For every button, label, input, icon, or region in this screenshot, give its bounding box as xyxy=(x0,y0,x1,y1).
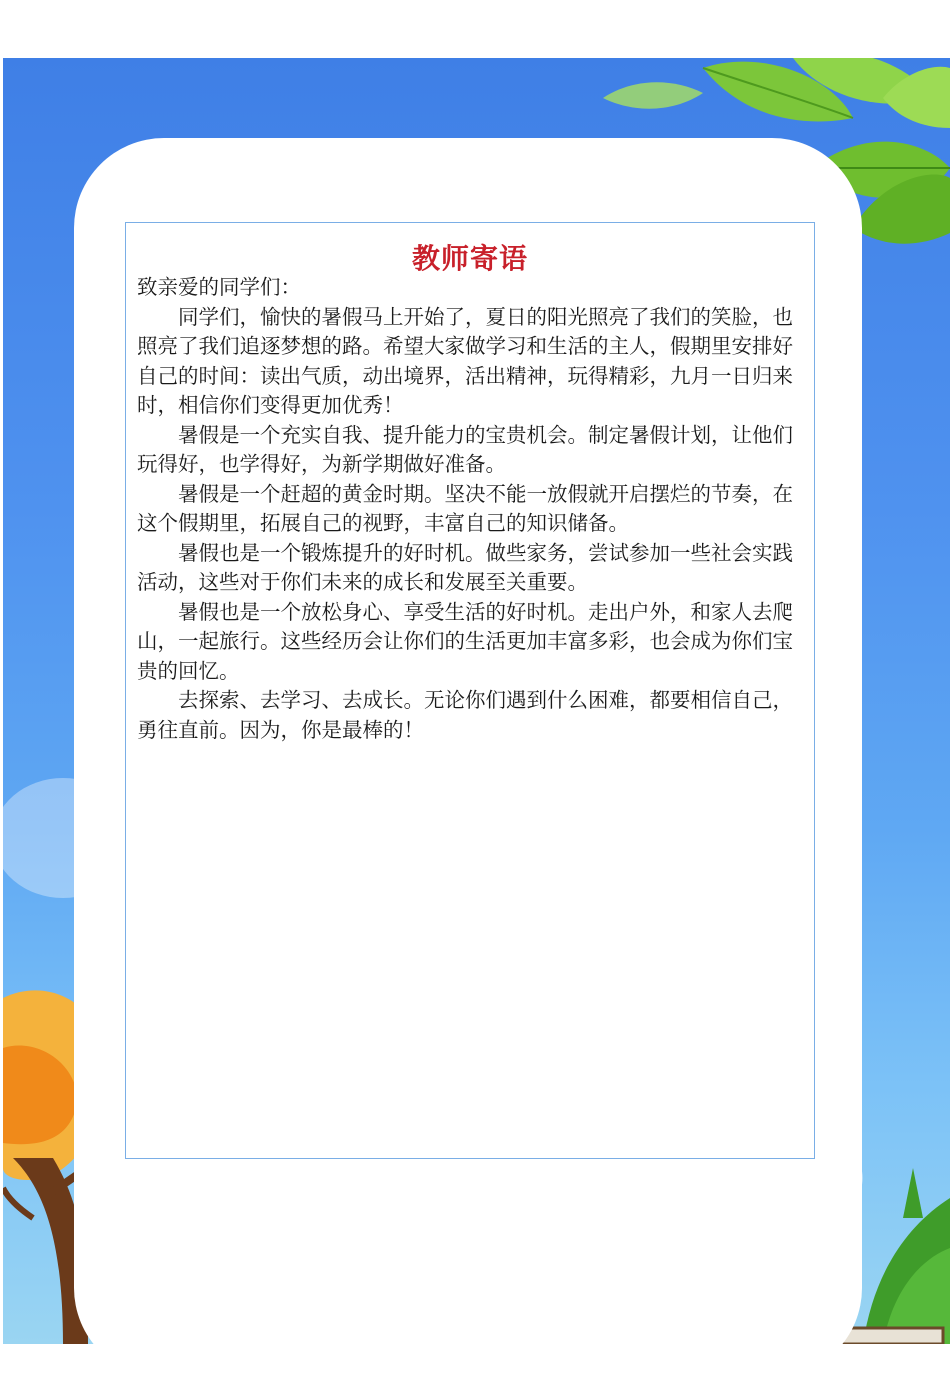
letter-paragraph: 暑假也是一个锻炼提升的好时机。做些家务，尝试参加一些社会实践活动，这些对于你们未来的成长和发展至关重要。 xyxy=(137,540,793,594)
letter-salutation: 致亲爱的同学们： xyxy=(137,275,301,299)
letter-paragraph: 暑假是一个赶超的黄金时期。坚决不能一放假就开启摆烂的节奏，在这个假期里，拓展自己的视野，丰富自己的知识储备。 xyxy=(137,481,793,535)
letter-body xyxy=(137,273,805,745)
letter-paragraph: 暑假是一个充实自我、提升能力的宝贵机会。制定暑假计划，让他们玩得好，也学得好，为新学期做好准备。 xyxy=(137,422,793,476)
letter-paragraph: 去探索、去学习、去成长。无论你们遇到什么困难，都要相信自己，勇往直前。因为，你是最棒的！ xyxy=(137,688,793,742)
letter-frame xyxy=(125,222,815,1159)
letter-paragraph: 暑假也是一个放松身心、享受生活的好时机。走出户外，和家人去爬山，一起旅行。这些经历会让你们的生活更加丰富多彩，也会成为你们宝贵的回忆。 xyxy=(137,599,793,683)
letter-paragraph: 同学们，愉快的暑假马上开始了，夏日的阳光照亮了我们的笑脸，也照亮了我们追逐梦想的路。希望大家做学习和生活的主人，假期里安排好自己的时间：读出气质，动出境界，活出精神，玩得精彩，九月一日归来时，相信你们变得更加优秀！ xyxy=(137,304,793,417)
letter-title: 教师寄语 xyxy=(411,242,528,275)
grass-bottom-right xyxy=(863,1168,950,1344)
